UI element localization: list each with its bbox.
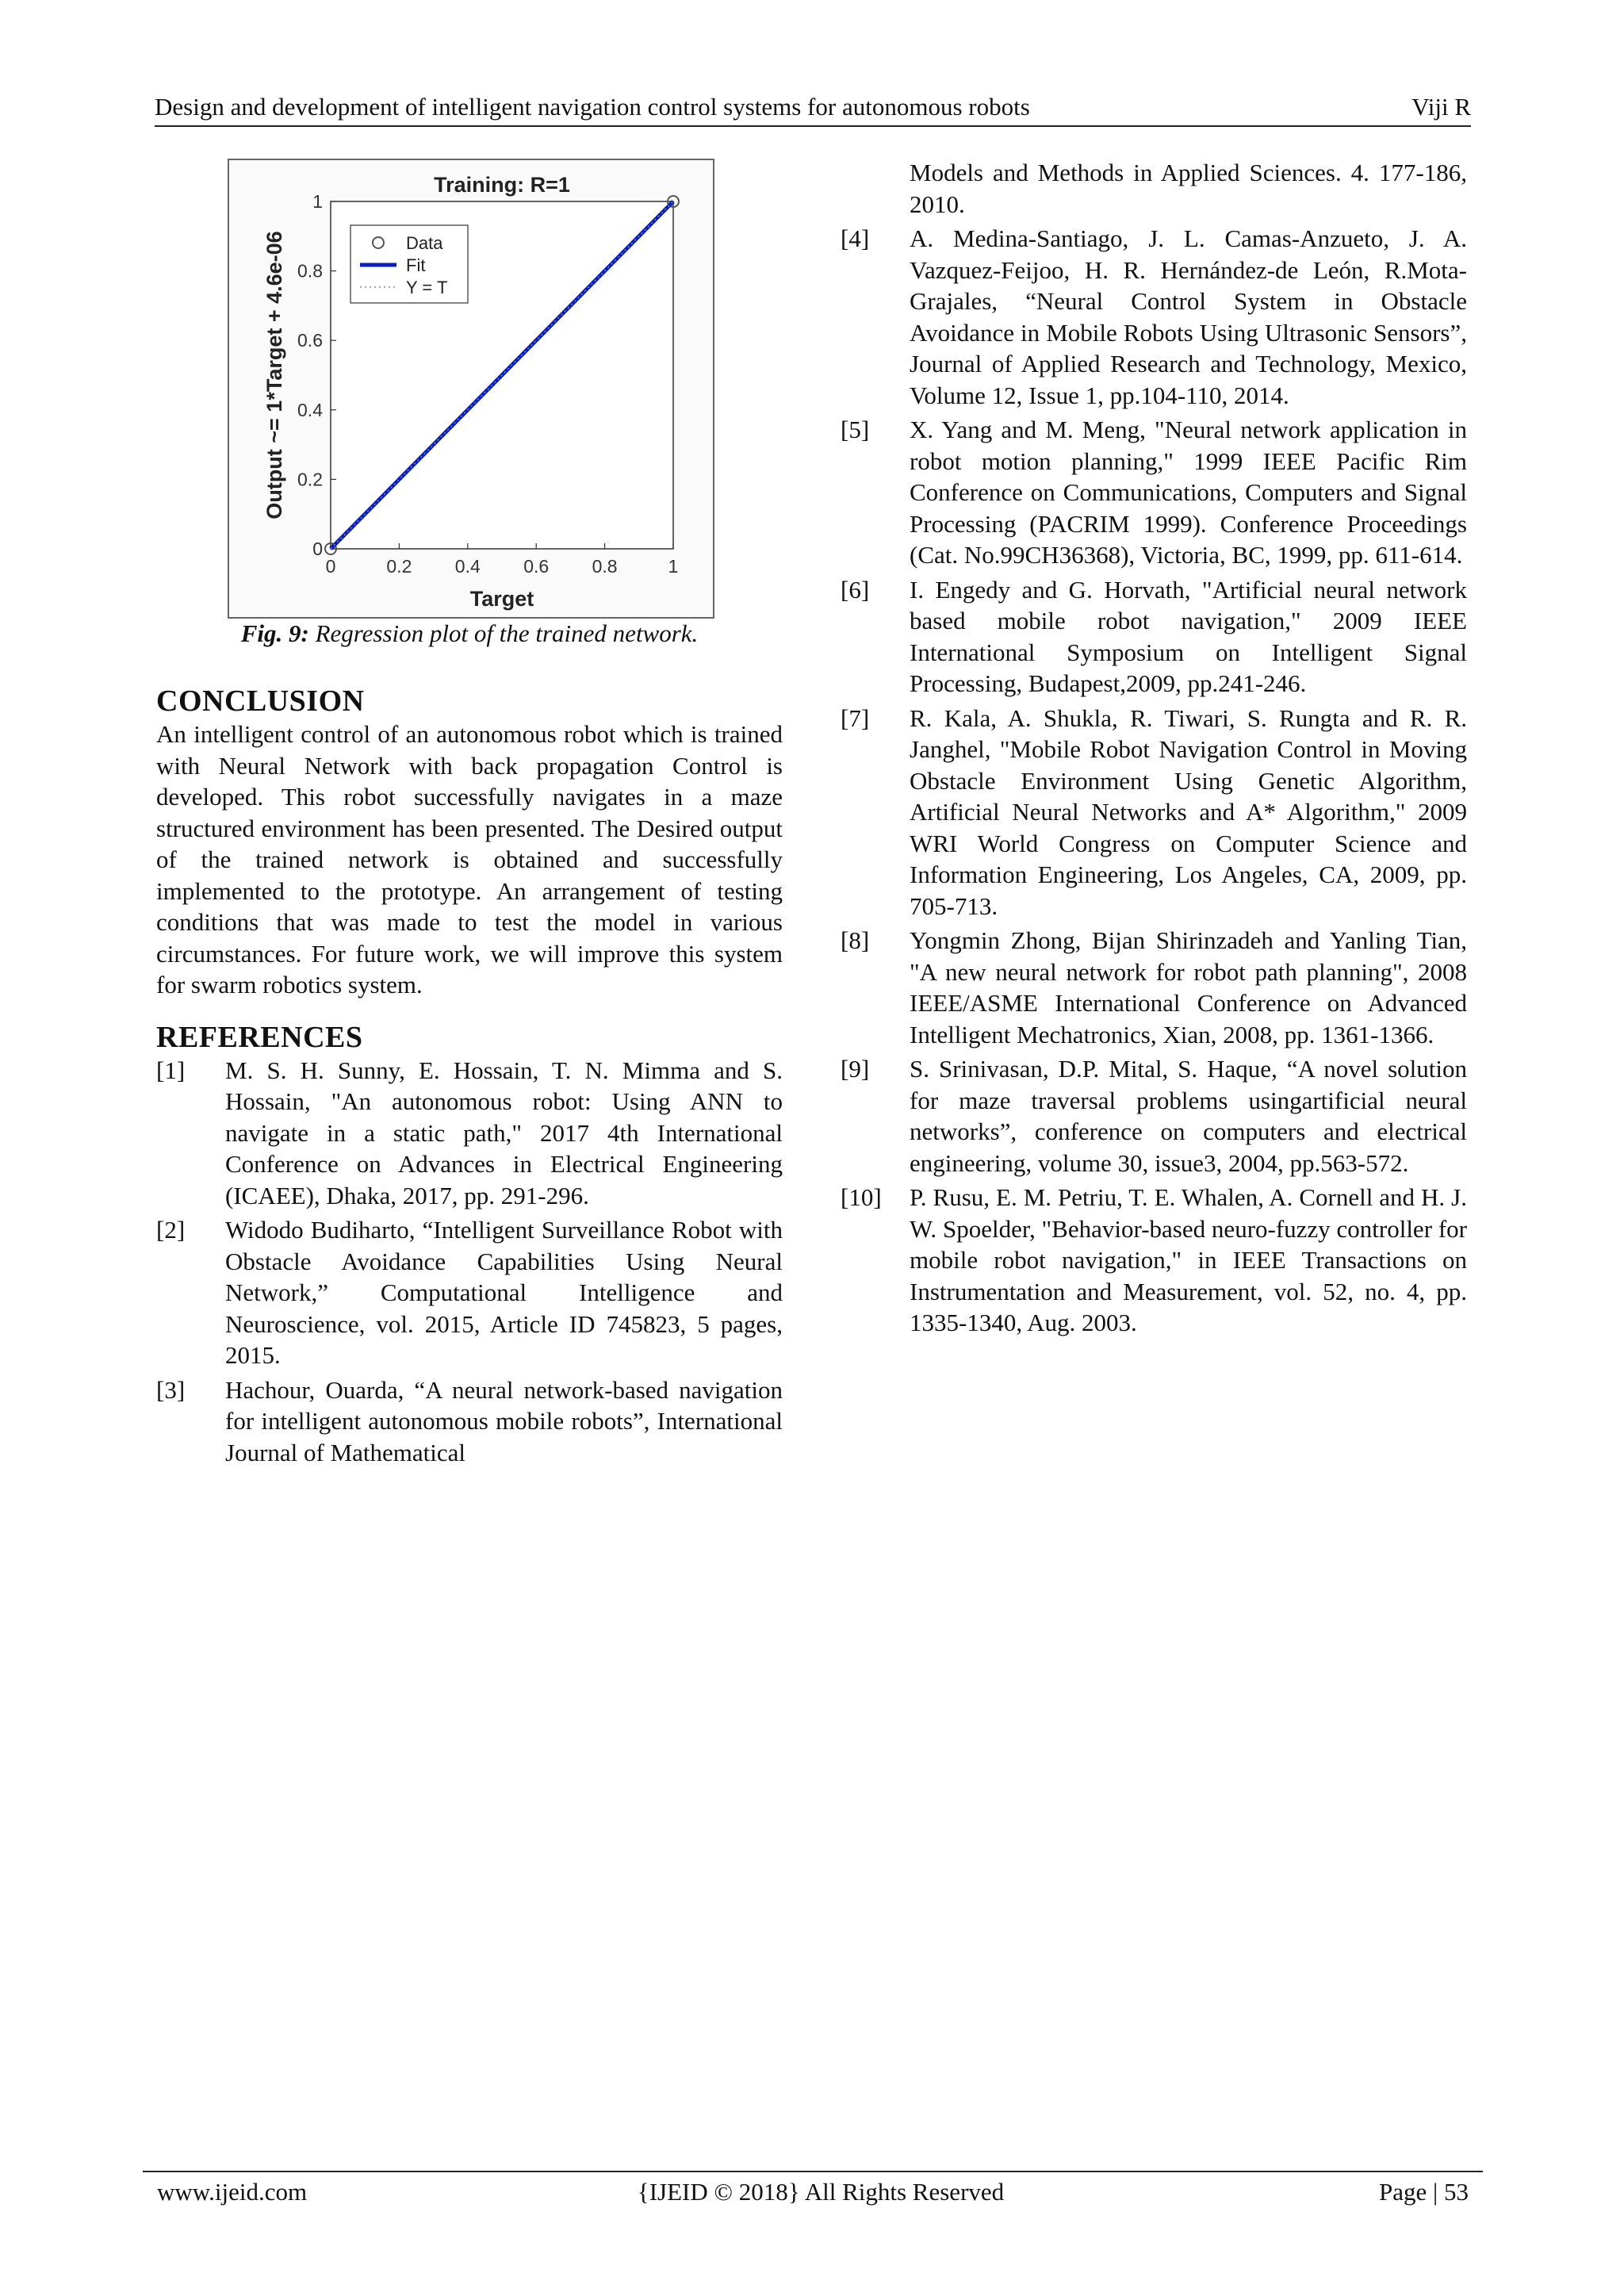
reference-number: [7] — [841, 703, 870, 732]
reference-number: [5] — [841, 416, 870, 443]
reference-number: [8] — [841, 926, 870, 954]
x-axis-label: Target — [469, 587, 534, 611]
reference-number: [6] — [841, 575, 870, 604]
figure-caption-text: Regression plot of the trained network. — [308, 619, 699, 647]
reference-item — [841, 1182, 1467, 1339]
figure-caption — [156, 619, 783, 648]
footer-page-number: Page | 53 — [1379, 2178, 1469, 2206]
x-tick-label: 0 — [325, 556, 336, 577]
reference-number: [2] — [156, 1216, 186, 1244]
regression-plot — [228, 159, 714, 619]
running-title: Design and development of intelligent navigation control systems for autonomous robots — [155, 93, 1030, 121]
reference-text: P. Rusu, E. M. Petriu, T. E. Whalen, A. Cornell and H. J. W. Spoelder, "Behavior-based neuro-fuzzy controller for mobile robot navigation," in IEEE Transactions on Instrumentation and Measurement, vol. 52, no. 4, pp. 1335-1340, Aug. 2003. — [910, 1183, 1467, 1336]
reference-item — [156, 1214, 783, 1371]
references-section — [156, 1020, 783, 1469]
x-tick-label: 0.6 — [523, 556, 550, 577]
reference-number: [10] — [841, 1183, 882, 1211]
legend-label: Data — [406, 233, 443, 253]
running-author: Viji R — [1411, 93, 1471, 121]
reference-number: [3] — [156, 1375, 186, 1404]
x-tick-label: 0.8 — [592, 556, 618, 577]
regression-chart-svg — [229, 160, 713, 617]
x-tick-label: 0.4 — [454, 556, 481, 577]
right-column — [841, 157, 1467, 1339]
reference-continuation: Models and Methods in Applied Sciences. 4. 177-186, 2010. — [910, 159, 1467, 218]
y-axis-label: Output ~= 1*Target + 4.6e-06 — [262, 231, 286, 519]
reference-number: [4] — [841, 224, 870, 252]
reference-number: [1] — [156, 1056, 186, 1084]
x-tick-label: 1 — [668, 556, 679, 577]
figure-9 — [156, 157, 783, 665]
running-header — [155, 89, 1471, 127]
reference-text: Widodo Budiharto, “Intelligent Surveillance Robot with Obstacle Avoidance Capabilities Using Neural Network,” Computational Intelligence and Neuroscience, vol. 2015, Article ID 745823, 5 pages, 2015. — [225, 1216, 783, 1369]
footer-site-link[interactable]: www.ijeid.com — [157, 2178, 308, 2206]
references-list-left — [156, 1055, 783, 1469]
left-column — [156, 157, 783, 1468]
reference-text: I. Engedy and G. Horvath, "Artificial neural network based mobile robot navigation," 2009 IEEE International Symposium on Intelligent Signal Processing, Budapest,2009, pp.241-246. — [910, 575, 1467, 697]
chart-legend — [350, 225, 468, 303]
reference-item — [156, 1374, 783, 1469]
chart-title: Training: R=1 — [434, 173, 570, 197]
footer-rights: {IJEID © 2018} All Rights Reserved — [637, 2178, 1005, 2206]
reference-item — [841, 1053, 1467, 1179]
reference-text: X. Yang and M. Meng, "Neural network application in robot motion planning," 1999 IEEE Pacific Rim Conference on Communications, Computers and Signal Processing (PACRIM 1999). Conference Proceedings (Cat. No.99CH36368), Victoria, BC, 1999, pp. 611-614. — [910, 416, 1467, 569]
reference-text: M. S. H. Sunny, E. Hossain, T. N. Mimma and S. Hossain, "An autonomous robot: Using ANN to navigate in a static path," 2017 4th International Conference on Advances in Electrical Engineering (ICAEE), Dhaka, 2017, pp. 291-296. — [225, 1056, 783, 1209]
reference-item — [841, 414, 1467, 571]
reference-text: S. Srinivasan, D.P. Mital, S. Haque, “A novel solution for maze traversal problems usingartificial neural networks”, conference on computers and electrical engineering, volume 30, issue3, 2004, pp.563-572. — [910, 1055, 1467, 1177]
reference-item — [156, 1055, 783, 1212]
x-tick-label: 0.2 — [386, 556, 412, 577]
y-tick-label: 0.4 — [297, 399, 323, 420]
references-list-right — [841, 223, 1467, 1339]
reference-text: Yongmin Zhong, Bijan Shirinzadeh and Yanling Tian, "A new neural network for robot path planning", 2008 IEEE/ASME International Conference on Advanced Intelligent Mechatronics, Xian, 2008, pp. 1361-1366. — [910, 926, 1467, 1048]
legend-label: Y = T — [406, 278, 448, 297]
conclusion-text: An intelligent control of an autonomous robot which is trained with Neural Network with back propagation Control is developed. This robot successfully navigates in a maze structured environment has been presented. The Desired output of the trained network is obtained and successfully implemented to the prototype. An arrangement of testing conditions that was made to test the model in various circumstances. For future work, we will improve this system for swarm robotics system. — [156, 720, 783, 999]
reference-text: R. Kala, A. Shukla, R. Tiwari, S. Rungta and R. R. Janghel, "Mobile Robot Navigation Control in Moving Obstacle Environment Using Genetic Algorithm, Artificial Neural Networks and A* Algorithm," 2009 WRI World Congress on Computer Science and Information Engineering, Los Angeles, CA, 2009, pp. 705-713. — [910, 703, 1467, 920]
conclusion-section — [156, 684, 783, 1001]
reference-item — [841, 223, 1467, 411]
figure-label: Fig. 9: — [240, 619, 309, 647]
conclusion-heading: CONCLUSION — [156, 684, 365, 718]
reference-text: A. Medina-Santiago, J. L. Camas-Anzueto, J. A. Vazquez-Feijoo, H. R. Hernández-de León, R.Mota-Grajales, “Neural Control System in Obstacle Avoidance in Mobile Robots Using Ultrasonic Sensors”, Journal of Applied Research and Technology, Mexico, Volume 12, Issue 1, pp.104-110, 2014. — [910, 224, 1467, 409]
reference-number: [9] — [841, 1055, 870, 1083]
references-heading: REFERENCES — [156, 1020, 363, 1054]
y-tick-label: 1 — [312, 191, 323, 212]
reference-item — [841, 925, 1467, 1050]
y-tick-label: 0.2 — [297, 469, 323, 490]
page-footer — [143, 2171, 1483, 2212]
y-tick-label: 0 — [312, 539, 323, 559]
reference-item — [841, 703, 1467, 922]
reference-text: Hachour, Ouarda, “A neural network-based navigation for intelligent autonomous mobile robots”, International Journal of Mathematical — [225, 1375, 783, 1466]
legend-label: Fit — [406, 255, 426, 275]
y-tick-label: 0.8 — [297, 260, 323, 282]
reference-item — [841, 574, 1467, 700]
y-tick-label: 0.6 — [297, 330, 323, 351]
